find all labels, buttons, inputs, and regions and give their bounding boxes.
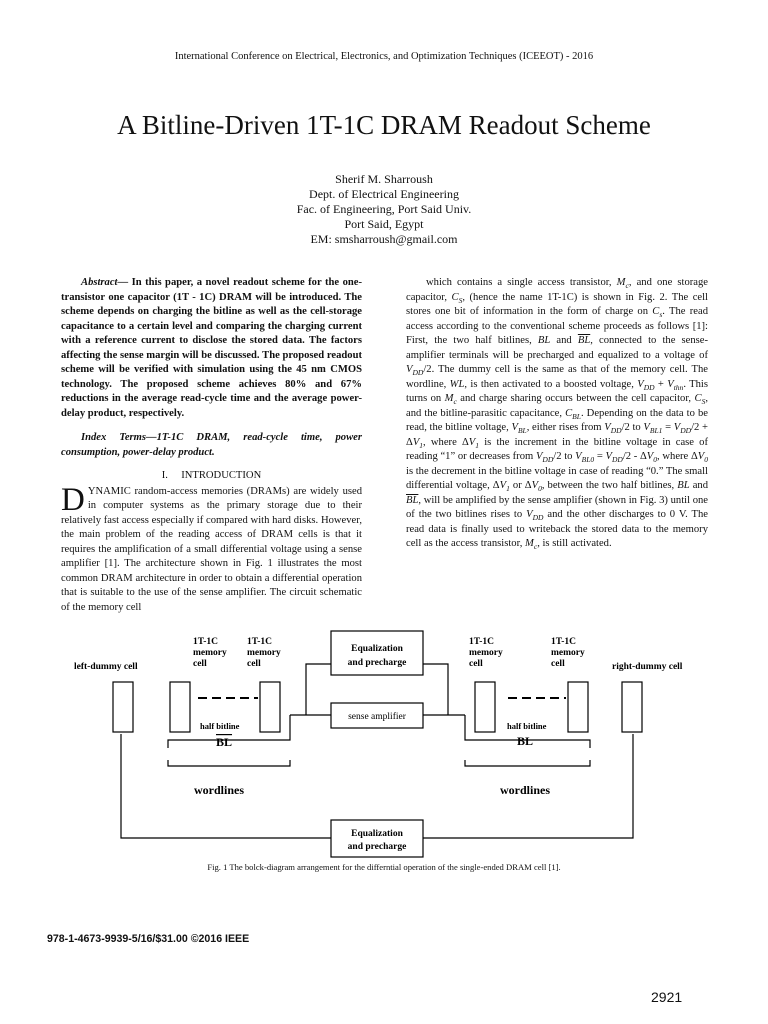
author-faculty: Fac. of Engineering, Port Said Univ. (296, 202, 472, 216)
paper-title: A Bitline-Driven 1T-1C DRAM Readout Scheme (117, 110, 651, 140)
abstract-label: Abstract (81, 277, 118, 288)
right-dummy-cell (622, 682, 642, 732)
sense-amp-label: sense amplifier (348, 712, 406, 722)
left-column (61, 276, 362, 615)
memory-cell-1 (170, 682, 190, 732)
eq-bottom-line2: and precharge (347, 842, 407, 852)
author-email: EM: smsharroush@gmail.com (310, 232, 458, 246)
author-block (0, 172, 768, 247)
right-column (406, 276, 708, 552)
half-bitline-right: half bitline (507, 721, 547, 731)
author-name: Sherif M. Sharroush (335, 172, 433, 186)
abstract-text: — In this paper, a novel readout scheme for the one-transistor one capacitor (1T - 1C) DRAM will be introduced. The scheme depends on charging the bitline as well as the cell-storage capacitance to a certain level and comparing the charging current with a reference current to disclose the stored data. The factors affecting the sense margin will be discussed. The proposed readout scheme will be verified with simulation using the 45 nm CMOS technology. The proposed scheme achieves 80% and 67% reductions in the average read-cycle time and the average power-delay product, respectively. (61, 277, 362, 419)
intro-paragraph (61, 481, 362, 616)
abstract (61, 276, 362, 421)
cell2-label-line3: cell (247, 659, 261, 669)
cell1-label-line1: 1T-1C (193, 637, 218, 647)
wordlines-right: wordlines (500, 783, 551, 797)
cell3-label-line3: cell (469, 659, 483, 669)
cell4-label-line3: cell (551, 659, 565, 669)
author-city: Port Said, Egypt (344, 217, 424, 231)
conference-header: International Conference on Electrical, Electronics, and Optimization Techniques (ICEEOT) - 2016 (174, 51, 594, 62)
right-dummy-label: right-dummy cell (612, 662, 683, 672)
cell3-label-line2: memory (469, 648, 503, 658)
eq-top-line2: and precharge (347, 658, 407, 668)
eq-top-line1: Equalization (351, 644, 403, 654)
section-heading (61, 469, 362, 484)
figure-caption: Fig. 1 The bolck-diagram arrangement for the differntial operation of the single-ended DRAM cell [1]. (207, 862, 561, 872)
eq-bottom-line1: Equalization (351, 829, 403, 839)
memory-cell-2 (260, 682, 280, 732)
isbn-footer: 978-1-4673-9939-5/16/$31.00 ©2016 IEEE (47, 933, 250, 945)
cell1-label-line2: memory (193, 648, 227, 658)
right-paragraph: which contains a single access transistor, $M_c$, and one storage capacitor, $C_S$, (hence the name 1T-1C) is shown in Fig. 2. The cell stores one bit of information in the form of charge on $C_s$. The read access according to the conventional scheme proceeds as follows [1]: First, the two half bitlines, BL and $\overline{BL}$, connected to the sense-amplifier terminals will be precharged and equalized to a voltage of $V_{DD}/2$. The dummy cell is the same as that of the memory cell. The wordline, WL, is then activated to a boosted voltage, $V_{DD} + V_{thn}$. This turns on $M_c$ and charge sharing occurs between the cell capacitor, $C_S$, and the bitline-parasitic capacitance, $C_{BL}$. Depending on the data to be read, the bitline voltage, $V_{BL}$, either rises from $V_{DD}/2$ to $V_{BL1} = V_{DD}/2 + \Delta V_1$, where $\Delta V_1$ is the increment in the bitline voltage in case of reading “1” or decreases from $V_{DD}/2$ to $V_{BL0} = V_{DD}/2 - \Delta V_0$, where $\Delta V_0$ is the decrement in the bitline voltage in case of reading “0.” The small differential voltage, $\Delta V_1$ or $\Delta V_0$, between the two half bitlines, BL and $\overline{BL}$, will be amplified by the sense amplifier (shown in Fig. 3) until one of the two bitlines rises to $V_{DD}$ and the other discharges to 0 V. The read data is finally used to writeback the stored data to the memory cell as the access transistor, $M_c$, is still activated. (406, 277, 709, 552)
section-number: I. (161, 470, 168, 481)
half-bitline-left: half bitline (200, 721, 240, 731)
page-number: 2921 (651, 989, 683, 1005)
cell2-label-line2: memory (247, 648, 281, 658)
cell4-label-line2: memory (551, 648, 585, 658)
wordlines-left: wordlines (194, 783, 245, 797)
author-dept: Dept. of Electrical Engineering (309, 187, 459, 201)
left-dummy-label: left-dummy cell (74, 662, 138, 672)
bl-bar-label: BL (216, 735, 233, 749)
memory-cell-4 (568, 682, 588, 732)
left-dummy-cell (113, 682, 133, 732)
intro-text: YNAMIC random-access memories (DRAMs) are widely used in computer systems as the primary storage due to their relatively fast access especially if compared with hard disks. However, the main problem of the reading access of DRAM cells is that it requires the amplification of a small differential voltage using a sense amplifier [1]. The architecture shown in Fig. 1 illustrates the most common DRAM architecture in order to obtain a differential operation that is suitable to the use of the sense amplifier. The circuit schematic of the memory cell (61, 485, 362, 613)
index-terms: Index Terms—1T-1C DRAM, read-cycle time, power consumption, power-delay product. (61, 432, 362, 458)
cell4-label-line1: 1T-1C (551, 637, 576, 647)
block-diagram-figure (58, 612, 728, 862)
memory-cell-3 (475, 682, 495, 732)
bl-label: BL (517, 734, 534, 748)
section-title: INTRODUCTION (181, 470, 262, 481)
cell2-label-line1: 1T-1C (247, 637, 272, 647)
cell3-label-line1: 1T-1C (469, 637, 494, 647)
cell1-label-line3: cell (193, 659, 207, 669)
drop-cap: D (61, 481, 85, 518)
